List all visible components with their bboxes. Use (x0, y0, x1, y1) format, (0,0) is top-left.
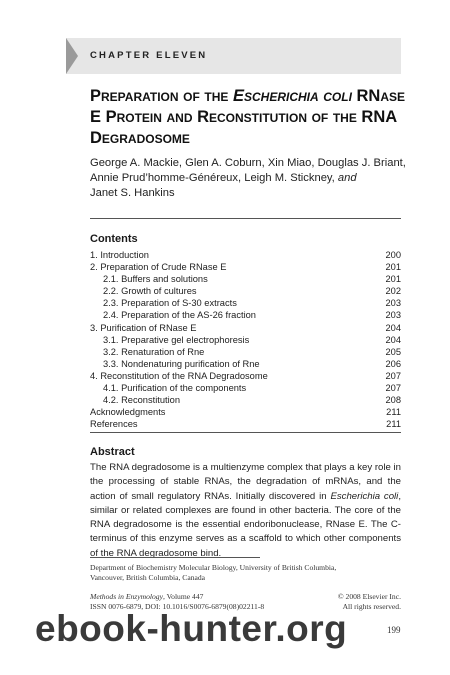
abstract-text-after: , similar or related complexes are found in other bacteria. The core of the RNA degradosome is the essential endoribonuclease, RNase E. The C-terminus of this enzyme serves as a scaffold to which other components of the RNA degradosome bind. (90, 490, 401, 559)
toc-entry[interactable] (90, 261, 401, 273)
toc-entry[interactable] (90, 418, 401, 430)
toc-entry-title: 3.2. Renaturation of Rne (103, 346, 205, 357)
watermark: ebook-hunter.org (35, 608, 348, 649)
toc-entry[interactable] (90, 309, 401, 321)
toc-entry[interactable] (90, 394, 401, 406)
volume: , Volume 447 (162, 592, 204, 601)
chapter-arrow-icon (66, 38, 78, 74)
toc-entry-title: 1. Introduction (90, 250, 149, 260)
toc-entry-page: 205 (385, 346, 401, 357)
toc-entry[interactable] (90, 297, 401, 309)
copyright: © 2008 Elsevier Inc. (337, 592, 401, 601)
table-of-contents (90, 249, 401, 430)
toc-entry[interactable] (90, 382, 401, 394)
toc-entry-page: 203 (385, 298, 401, 309)
abstract-text-before: The RNA degradosome is a multienzyme complex that plays a key role in the processing of stable RNAs, the degradation of mRNAs, and the action of small regulatory RNAs. Initially discovered in (90, 462, 401, 502)
abstract-body (90, 461, 401, 561)
toc-entry-title: 2.1. Buffers and solutions (103, 274, 208, 285)
toc-entry-title: 4. Reconstitution of the RNA Degradosome (90, 370, 268, 381)
divider-mid (90, 432, 401, 433)
authors-and: and (337, 172, 357, 184)
pub-row-1 (90, 592, 401, 602)
toc-entry[interactable] (90, 346, 401, 358)
toc-entry-title: 2.4. Preparation of the AS-26 fraction (103, 310, 256, 321)
toc-entry-title: 3.3. Nondenaturing purification of Rne (103, 358, 260, 369)
authors-line2 (90, 171, 410, 186)
footnote-rule (90, 557, 260, 558)
page-number: 199 (387, 625, 401, 635)
toc-entry-title: 2.3. Preparation of S-30 extracts (103, 298, 237, 309)
toc-entry-page: 201 (385, 262, 401, 273)
abstract-italic: Escherichia coli (330, 490, 399, 502)
title-italic: Escherichia coli (232, 87, 352, 105)
toc-entry-title: 3.1. Preparative gel electrophoresis (103, 334, 250, 345)
footnote-line1: Department of Biochemistry Molecular Biology, University of British Columbia, (90, 563, 337, 572)
toc-entry[interactable] (90, 273, 401, 285)
toc-entry-title: 2.2. Growth of cultures (103, 286, 197, 297)
toc-entry-page: 207 (385, 370, 401, 381)
toc-entry-title: 4.2. Reconstitution (103, 395, 181, 406)
toc-entry[interactable] (90, 249, 401, 261)
toc-entry-page: 200 (385, 250, 401, 260)
abstract-heading: Abstract (90, 446, 135, 458)
authors-line1: George A. Mackie, Glen A. Coburn, Xin Miao, Douglas J. Briant, (90, 157, 406, 169)
authors (90, 156, 410, 201)
authors-line2-prefix: Annie Prud’homme-Généreux, Leigh M. Stickney, (90, 172, 338, 184)
toc-entry-title: 3. Purification of RNase E (90, 322, 197, 333)
toc-entry[interactable] (90, 334, 401, 346)
divider-top (90, 218, 401, 219)
toc-entry-title: 4.1. Purification of the components (103, 383, 247, 394)
title-part2: RNase E Protein and Reconstitution of the RNA Degradosome (90, 87, 406, 147)
toc-entry[interactable] (90, 406, 401, 418)
toc-entry-page: 211 (386, 419, 401, 430)
toc-entry-title: References (90, 419, 138, 430)
footnote-line2: Vancouver, British Columbia, Canada (90, 572, 206, 582)
authors-line3: Janet S. Hankins (90, 187, 175, 199)
journal-volume (90, 592, 203, 602)
toc-entry-page: 208 (385, 395, 401, 406)
chapter-label: CHAPTER ELEVEN (90, 50, 208, 61)
toc-entry[interactable] (90, 285, 401, 297)
chapter-title (90, 86, 410, 149)
affiliation-footnote (90, 563, 401, 582)
toc-entry-page: 206 (385, 358, 401, 369)
toc-entry-page: 203 (385, 310, 401, 321)
toc-entry[interactable] (90, 370, 401, 382)
toc-entry-page: 207 (385, 383, 401, 394)
issn-doi: ISSN 0076-6879, DOI: 10.1016/S0076-6879(08)02211-8 (90, 601, 265, 611)
toc-entry-page: 211 (386, 407, 401, 418)
title-part1: Preparation of the (90, 87, 233, 105)
toc-entry-title: 2. Preparation of Crude RNase E (90, 262, 227, 273)
toc-entry-page: 201 (385, 274, 401, 285)
toc-entry-page: 204 (385, 322, 401, 333)
toc-entry-page: 202 (385, 286, 401, 297)
toc-entry-page: 204 (385, 334, 401, 345)
toc-entry-title: Acknowledgments (90, 407, 166, 418)
rights: All rights reserved. (342, 601, 401, 611)
contents-heading: Contents (90, 233, 138, 245)
toc-entry[interactable] (90, 322, 401, 334)
journal-name: Methods in Enzymology (90, 592, 163, 601)
toc-entry[interactable] (90, 358, 401, 370)
